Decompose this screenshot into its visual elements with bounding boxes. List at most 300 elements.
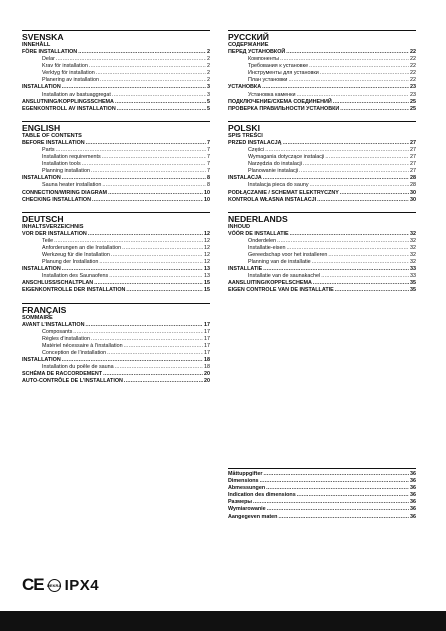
toc-entry-title: Sauna heater installation: [42, 182, 102, 189]
toc-entry-page: 8: [207, 175, 210, 182]
language-heading: FRANÇAIS: [22, 303, 210, 315]
toc-entry-title: ПРОВЕРКА ПРАВИЛЬНОСТИ УСТАНОВКИ: [228, 105, 340, 112]
toc-entry: [22, 190, 210, 197]
toc-entry-title: ПОДКЛЮЧЕНИЕ/СХЕМА СОЕДИНЕНИЙ: [228, 98, 332, 105]
footer-bar: [0, 611, 446, 631]
toc-entry-title: Werkzeug für die Installation: [42, 251, 110, 258]
toc-entry: [22, 329, 210, 336]
dot-leader: [265, 147, 409, 154]
toc-entry: [228, 154, 416, 161]
contents-heading: SPIS TREŚCI: [228, 132, 263, 139]
toc-entry: [22, 350, 210, 357]
language-heading: DEUTSCH: [22, 212, 210, 224]
toc-entry-page: 27: [410, 146, 416, 153]
toc-entry-page: 5: [207, 98, 210, 105]
toc-entry-page: 27: [410, 161, 416, 168]
toc-entry-page: 18: [204, 364, 210, 371]
dot-leader: [321, 273, 409, 280]
toc-entry: [228, 84, 416, 91]
toc-entry-title: Installatie-eisen: [248, 244, 286, 251]
dot-leader: [89, 63, 206, 70]
toc-entry: [22, 154, 210, 161]
toc-entry: [228, 49, 416, 56]
dot-leader: [263, 175, 409, 182]
toc-entry-title: Installatie van de saunakachel: [248, 273, 321, 280]
toc-entry-page: 10: [204, 196, 210, 203]
toc-entry: [228, 280, 416, 287]
toc-entry-title: Abmessungen: [228, 485, 266, 492]
toc-entry: [228, 197, 416, 204]
toc-entry-title: Planung der Installation: [42, 259, 99, 266]
dot-leader: [115, 364, 203, 371]
dot-leader: [122, 245, 203, 252]
dot-leader: [266, 485, 409, 492]
dot-leader: [277, 238, 409, 245]
toc-entry-title: Parts: [42, 146, 55, 153]
toc-entry-page: 32: [410, 251, 416, 258]
toc-entry-page: 35: [410, 287, 416, 294]
toc-entry-page: 12: [204, 230, 210, 237]
toc-entry: [228, 231, 416, 238]
dot-leader: [109, 273, 203, 280]
toc-entry-title: Инструменты для установки: [248, 70, 319, 77]
toc-entry-title: Wymiarowanie: [228, 506, 266, 513]
toc-entry-title: INSTALLATION: [22, 84, 61, 91]
toc-entry: [22, 49, 210, 56]
toc-entry: [22, 92, 210, 99]
toc-entry-page: 27: [410, 168, 416, 175]
toc-entry: [228, 106, 416, 113]
toc-entry: [22, 287, 210, 294]
toc-entry: [22, 238, 210, 245]
toc-entry-title: CHECKING INSTALLATION: [22, 196, 91, 203]
toc-entry-title: Delar: [42, 56, 55, 63]
toc-entry-title: Narzędzia do instalacji: [248, 161, 302, 168]
dot-leader: [297, 92, 409, 99]
toc-entry: [228, 259, 416, 266]
dot-leader: [73, 329, 203, 336]
dot-leader: [286, 49, 409, 56]
toc-right-column: [228, 30, 416, 303]
toc-entry-page: 36: [410, 478, 416, 485]
toc-entry: [22, 70, 210, 77]
dot-leader: [313, 280, 409, 287]
toc-entry: [22, 56, 210, 63]
toc-entry-page: 2: [207, 63, 210, 70]
toc-entry-title: FÖRE INSTALLATION: [22, 49, 78, 55]
toc-entry-title: EIGENKONTROLLE DER INSTALLATION: [22, 287, 126, 294]
toc-entry: [22, 266, 210, 273]
toc-entry-page: 36: [410, 499, 416, 506]
toc-entry: [228, 492, 416, 499]
dot-leader: [335, 287, 409, 294]
toc-entry-title: KONTROLA WŁASNA INSTALACJI: [228, 196, 317, 203]
toc-entry-title: EGENKONTROLL AV INSTALLATION: [22, 105, 116, 112]
toc-entry: [22, 378, 210, 385]
dot-leader: [262, 84, 409, 91]
toc-entry-title: Installation des Saunaofens: [42, 273, 109, 280]
toc-entry: [228, 161, 416, 168]
dot-leader: [290, 231, 409, 238]
toc-entry: [22, 99, 210, 106]
contents-heading: INHALTSVERZEICHNIS: [22, 223, 84, 230]
dot-leader: [96, 70, 206, 77]
toc-entry: [228, 485, 416, 492]
toc-entry-page: 5: [207, 105, 210, 112]
toc-entry: [22, 322, 210, 329]
toc-entry-page: 36: [410, 492, 416, 499]
toc-entry-title: EIGEN CONTROLE VAN DE INSTALLATIE: [228, 287, 334, 294]
dot-leader: [340, 106, 409, 113]
toc-entry-page: 22: [410, 77, 416, 84]
dot-leader: [280, 56, 409, 63]
toc-left-column: [22, 30, 210, 393]
toc-entry-page: 22: [410, 70, 416, 77]
divider: [228, 468, 416, 469]
toc-entry: [228, 140, 416, 147]
dot-leader: [320, 70, 409, 77]
toc-entry-title: Composants: [42, 328, 73, 335]
toc-entry-title: Installation av bastuaggregat: [42, 91, 111, 98]
dot-leader: [333, 99, 409, 106]
toc-entry-page: 2: [207, 56, 210, 63]
toc-entry-page: 12: [204, 259, 210, 266]
toc-entry-title: Måttuppgifter: [228, 471, 263, 477]
certification-seal-label: DEKRA: [47, 582, 62, 588]
dot-leader: [56, 56, 206, 63]
dot-leader: [253, 499, 409, 506]
toc-entry: [228, 190, 416, 197]
toc-entry-page: 10: [204, 189, 210, 196]
dot-leader: [263, 471, 409, 478]
certification-marks: [22, 576, 99, 594]
dot-leader: [111, 252, 203, 259]
toc-entry: [22, 63, 210, 70]
language-heading: РУССКИЙ: [228, 30, 416, 42]
dot-leader: [278, 514, 409, 521]
dot-leader: [88, 231, 203, 238]
toc-entry-page: 7: [207, 139, 210, 146]
toc-entry-page: 20: [204, 378, 210, 385]
toc-entry-title: УСТАНОВКА: [228, 84, 262, 91]
dot-leader: [108, 190, 203, 197]
toc-entry-title: Gereedschap voor het installeren: [248, 251, 328, 258]
toc-entry: [228, 63, 416, 70]
toc-entry-page: 13: [204, 273, 210, 280]
toc-entry: [22, 336, 210, 343]
language-heading: POLSKI: [228, 121, 416, 133]
toc-entry-page: 22: [410, 56, 416, 63]
toc-entry-page: 32: [410, 237, 416, 244]
toc-entry: [22, 197, 210, 204]
dot-leader: [288, 77, 409, 84]
toc-section: [228, 30, 416, 113]
toc-entry-title: Indication des dimensions: [228, 492, 296, 499]
toc-entry-page: 17: [204, 335, 210, 342]
toc-entry-title: INSTALLATIE: [228, 266, 263, 273]
toc-entry: [228, 70, 416, 77]
toc-entry-page: 32: [410, 259, 416, 266]
contents-heading: INHOUD: [228, 223, 251, 230]
dot-leader: [94, 280, 203, 287]
dot-leader: [102, 182, 206, 189]
toc-entry-page: 27: [410, 154, 416, 161]
toc-entry: [228, 56, 416, 63]
dot-leader: [54, 238, 203, 245]
toc-entry-title: VOR DER INSTALLATION: [22, 230, 87, 237]
toc-entry-title: INSTALLATION: [22, 266, 61, 273]
toc-entry-title: Dimensions: [228, 478, 259, 485]
language-heading: NEDERLANDS: [228, 212, 416, 224]
toc-entry: [228, 471, 416, 478]
toc-entry: [228, 168, 416, 175]
contents-heading: СОДЕРЖАНИЕ: [228, 42, 269, 48]
toc-entry-page: 17: [204, 342, 210, 349]
toc-entry-title: ПЕРЕД УСТАНОВКОЙ: [228, 49, 286, 55]
toc-entry-page: 13: [204, 266, 210, 273]
toc-entry-title: PRZED INSTALACJĄ: [228, 139, 282, 146]
toc-entry-page: 12: [204, 237, 210, 244]
toc-entry-title: Conception de l’installation: [42, 349, 107, 356]
toc-entry: [228, 252, 416, 259]
toc-entry-page: 22: [410, 49, 416, 55]
toc-entry-title: Planering av installation: [42, 77, 99, 84]
toc-entry-title: AUTO-CONTRÔLE DE L’INSTALLATION: [22, 378, 123, 385]
dot-leader: [91, 336, 203, 343]
dot-leader: [126, 287, 203, 294]
toc-entry-title: Размеры: [228, 499, 253, 506]
toc-entry: [228, 287, 416, 294]
toc-entry-title: Części: [248, 146, 265, 153]
toc-entry-page: 22: [410, 63, 416, 70]
toc-entry: [22, 245, 210, 252]
dot-leader: [310, 182, 409, 189]
toc-entry-title: ANSCHLUSS/SCHALTPLAN: [22, 280, 94, 287]
dot-leader: [299, 168, 409, 175]
toc-entry-page: 17: [204, 321, 210, 328]
certification-seal-icon: [48, 579, 61, 592]
dot-leader: [297, 492, 409, 499]
toc-entry: [22, 273, 210, 280]
toc-entry-title: Onderdelen: [248, 237, 277, 244]
toc-entry-title: CONNECTION/WIRING DIAGRAM: [22, 189, 108, 196]
toc-entry-page: 36: [410, 485, 416, 492]
toc-entry-title: Teile: [42, 237, 54, 244]
toc-entry-title: Planning installation: [42, 168, 90, 175]
toc-entry: [22, 106, 210, 113]
toc-section: [22, 30, 210, 113]
toc-entry: [228, 238, 416, 245]
toc-entry: [228, 506, 416, 513]
toc-entry: [228, 147, 416, 154]
dot-leader: [267, 506, 409, 513]
toc-entry-page: 28: [410, 182, 416, 189]
toc-entry-title: BEFORE INSTALLATION: [22, 139, 85, 146]
toc-entry-page: 30: [410, 189, 416, 196]
dot-leader: [100, 77, 206, 84]
toc-entry: [228, 514, 416, 521]
toc-entry: [228, 182, 416, 189]
toc-entry: [228, 499, 416, 506]
dot-leader: [107, 350, 203, 357]
toc-entry-title: PODŁĄCZANIE / SCHEMAT ELEKTRYCZNY: [228, 189, 339, 196]
toc-entry-page: 17: [204, 328, 210, 335]
toc-entry-page: 28: [410, 175, 416, 182]
toc-entry: [228, 77, 416, 84]
toc-entry-page: 12: [204, 244, 210, 251]
ce-mark-icon: CE: [22, 575, 44, 594]
toc-entry-page: 23: [410, 84, 416, 91]
dot-leader: [62, 84, 206, 91]
dot-leader: [115, 99, 206, 106]
toc-entry-page: 2: [207, 70, 210, 77]
toc-entry-page: 23: [410, 91, 416, 98]
toc-entry-page: 25: [410, 98, 416, 105]
dot-leader: [303, 161, 409, 168]
dot-leader: [92, 197, 203, 204]
toc-entry-title: AANSLUITING/KOPPELSCHEMA: [228, 280, 312, 287]
toc-entry-page: 25: [410, 105, 416, 112]
language-heading: SVENSKA: [22, 30, 210, 42]
toc-section: [228, 212, 416, 295]
toc-entry: [228, 266, 416, 273]
toc-entry: [22, 252, 210, 259]
contents-heading: TABLE OF CONTENTS: [22, 132, 82, 139]
toc-entry-page: 8: [207, 182, 210, 189]
toc-entry-title: Instalacja pieca do sauny: [248, 182, 309, 189]
toc-entry: [22, 77, 210, 84]
toc-entry: [228, 245, 416, 252]
ipx-rating: IPX4: [64, 576, 100, 594]
toc-entry: [22, 231, 210, 238]
dot-leader: [124, 378, 203, 385]
toc-entry-title: INSTALACJA: [228, 175, 262, 182]
toc-entry: [22, 140, 210, 147]
toc-entry-page: 36: [410, 471, 416, 477]
toc-entry-title: Verktyg för installation: [42, 70, 95, 77]
toc-entry-title: SCHÉMA DE RACCORDEMENT: [22, 371, 103, 378]
toc-entry-page: 7: [207, 146, 210, 153]
toc-entry-page: 35: [410, 280, 416, 287]
toc-entry-page: 2: [207, 77, 210, 84]
toc-entry-page: 33: [410, 266, 416, 273]
toc-entry-page: 18: [204, 357, 210, 363]
toc-entry-page: 2: [207, 49, 210, 55]
toc-entry-page: 36: [410, 513, 416, 520]
toc-entry-page: 33: [410, 273, 416, 280]
language-heading: ENGLISH: [22, 121, 210, 133]
dimensions-index: [228, 468, 416, 521]
toc-section: [228, 121, 416, 204]
toc-entry-page: 32: [410, 230, 416, 237]
toc-entry-title: INSTALLATION: [22, 357, 61, 363]
dot-leader: [62, 175, 206, 182]
dot-leader: [86, 140, 206, 147]
toc-section: [22, 121, 210, 204]
dot-leader: [62, 266, 203, 273]
toc-entry-page: 3: [207, 91, 210, 98]
dot-leader: [309, 63, 409, 70]
toc-entry-title: Matériel nécessaire à l’installation: [42, 342, 123, 349]
toc-entry: [228, 175, 416, 182]
toc-entry-title: Компоненты: [248, 56, 280, 63]
toc-entry-page: 7: [207, 168, 210, 175]
toc-entry-page: 15: [204, 280, 210, 287]
toc-entry-title: Installation tools: [42, 161, 81, 168]
toc-entry-page: 27: [410, 139, 416, 146]
toc-entry-page: 15: [204, 287, 210, 294]
toc-entry: [228, 99, 416, 106]
dot-leader: [102, 154, 206, 161]
toc-entry-page: 36: [410, 506, 416, 513]
toc-entry-title: AVANT L’INSTALLATION: [22, 321, 85, 328]
toc-entry-title: Planning van de installatie: [248, 259, 311, 266]
toc-entry-title: Krav för installation: [42, 63, 88, 70]
dot-leader: [260, 478, 409, 485]
dot-leader: [124, 343, 203, 350]
dot-leader: [78, 49, 206, 56]
dot-leader: [286, 245, 409, 252]
toc-entry-title: Установка каменки: [248, 91, 296, 98]
toc-entry: [22, 357, 210, 364]
dot-leader: [317, 197, 409, 204]
toc-entry: [22, 175, 210, 182]
dot-leader: [340, 190, 409, 197]
toc-entry-title: Anforderungen an die Installation: [42, 244, 122, 251]
toc-entry: [228, 92, 416, 99]
toc-entry: [22, 343, 210, 350]
dot-leader: [263, 266, 409, 273]
toc-entry-title: Planowanie instalacji: [248, 168, 299, 175]
toc-entry: [228, 273, 416, 280]
dot-leader: [85, 322, 203, 329]
toc-entry-title: Aangegeven maten: [228, 513, 278, 520]
toc-entry-title: План установки: [248, 77, 288, 84]
toc-entry-page: 7: [207, 161, 210, 168]
toc-entry-title: Wymagania dotyczące instalacji: [248, 154, 325, 161]
dot-leader: [325, 154, 409, 161]
dot-leader: [112, 92, 206, 99]
toc-section: [22, 303, 210, 386]
toc-entry-title: Требования к установке: [248, 63, 309, 70]
toc-entry-title: INSTALLATION: [22, 175, 61, 182]
toc-entry-page: 32: [410, 244, 416, 251]
toc-entry: [228, 478, 416, 485]
toc-entry-page: 12: [204, 251, 210, 258]
dot-leader: [91, 168, 206, 175]
toc-entry: [22, 182, 210, 189]
toc-entry-page: 3: [207, 84, 210, 91]
dot-leader: [283, 140, 409, 147]
toc-entry: [22, 84, 210, 91]
toc-entry-title: VÓÓR DE INSTALLATIE: [228, 230, 289, 237]
toc-entry: [22, 161, 210, 168]
dot-leader: [99, 259, 203, 266]
dot-leader: [312, 259, 409, 266]
toc-entry-title: Règles d’installation: [42, 335, 90, 342]
dot-leader: [82, 161, 206, 168]
toc-entry: [22, 259, 210, 266]
toc-entry-page: 30: [410, 196, 416, 203]
toc-entry-title: Installation requirements: [42, 154, 101, 161]
dot-leader: [328, 252, 409, 259]
toc-entry-title: ANSLUTNING/KOPPLINGSSCHEMA: [22, 98, 114, 105]
toc-entry: [22, 147, 210, 154]
contents-heading: SOMMAIRE: [22, 314, 53, 321]
toc-entry-page: 20: [204, 371, 210, 378]
dot-leader: [117, 106, 206, 113]
toc-entry-title: Installation du poêle de sauna: [42, 364, 114, 371]
